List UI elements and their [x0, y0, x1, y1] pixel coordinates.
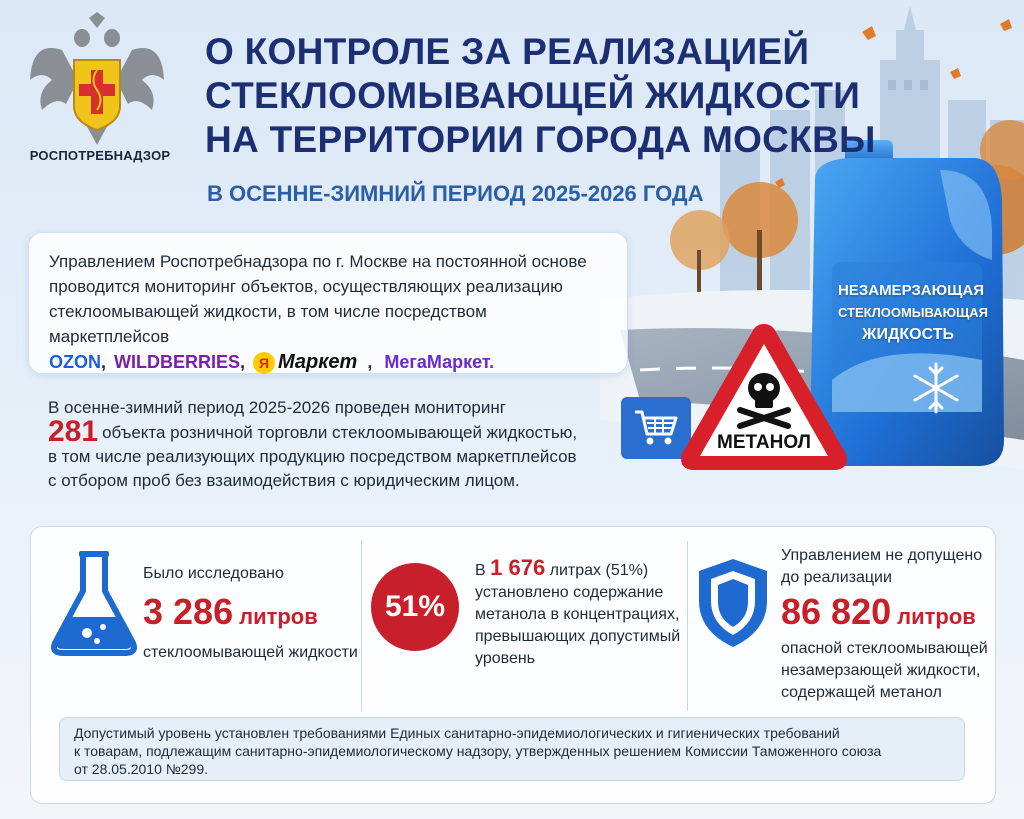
footnote: Допустимый уровень установлен требованиями Единых санитарно-эпидемиологических и гигиенических требований к товарам, подлежащим санитарно-эпидемиологическому надзору, утвержденных решением Комиссии Таможенного союза от 28.05.2010 №299. [59, 717, 965, 781]
marketplace-ozon: OZON [49, 352, 101, 372]
marketplace-megamarket: МегаМаркет. [384, 352, 495, 372]
snowflake-icon [908, 360, 964, 416]
percent-badge: 51% [371, 563, 459, 651]
flask-icon [49, 547, 139, 657]
researched-value: 3 286 [143, 591, 234, 632]
intro-box [28, 232, 628, 374]
emblem-icon [22, 10, 172, 150]
marketplace-wildberries: WILDBERRIES [114, 352, 241, 372]
divider [361, 541, 362, 711]
exceeded-value: 1 676 [490, 555, 546, 580]
org-name: РОСПОТРЕБНАДЗОР [29, 148, 171, 163]
warning-label: МЕТАНОЛ [717, 432, 811, 453]
intro-text: Управлением Роспотребнадзора по г. Москве на постоянной основе проводится мониторинг объектов, осуществляющих реализацию стеклоомывающей жидкости, в том числе посредством маркетплейсов [49, 252, 587, 346]
yandex-logo-icon: Я [253, 352, 275, 374]
blocked-value: 86 820 [781, 591, 892, 632]
stat-researched: Было исследовано 3 286 литров стеклоомывающей жидкости [143, 565, 358, 661]
stat-exceeded: В 1 676 литрах (51%) установлено содержание метанола в концентрациях, превышающих допустимый уровень [475, 555, 681, 667]
shield-icon [693, 555, 773, 651]
product-label: НЕЗАМЕРЗАЮЩАЯ СТЕКЛООМЫВАЮЩАЯ ЖИДКОСТЬ [838, 282, 989, 343]
page-title [205, 30, 876, 162]
title-line-2: СТЕКЛООМЫВАЮЩЕЙ ЖИДКОСТИ [205, 75, 861, 116]
title-line-1: О КОНТРОЛЕ ЗА РЕАЛИЗАЦИЕЙ [205, 31, 810, 72]
stat-blocked: Управлением не допущено до реализации 86 820 литров опасной стеклоомывающей незамерзающей жидкости, содержащей метанол [781, 547, 988, 701]
marketplace-yandex-market: Я Маркет [253, 351, 357, 374]
page-subtitle: В ОСЕННЕ-ЗИМНИЙ ПЕРИОД 2025-2026 ГОДА [207, 181, 704, 206]
title-line-3: НА ТЕРРИТОРИИ ГОРОДА МОСКВЫ [205, 119, 876, 160]
stats-panel [30, 526, 996, 804]
divider [687, 541, 688, 711]
marketplaces-row: OZON , WILDBERRIES , Я Маркет , МегаМаркет. [49, 351, 495, 373]
objects-count: 281 [48, 415, 99, 448]
monitoring-text: В осенне-зимний период 2025-2026 проведен мониторинг 281 объекта розничной торговли стеклоомывающей жидкостью, в том числе реализующих продукцию посредством маркетплейсов с отбором проб без взаимодействия с юридическим лицом. [48, 398, 578, 490]
